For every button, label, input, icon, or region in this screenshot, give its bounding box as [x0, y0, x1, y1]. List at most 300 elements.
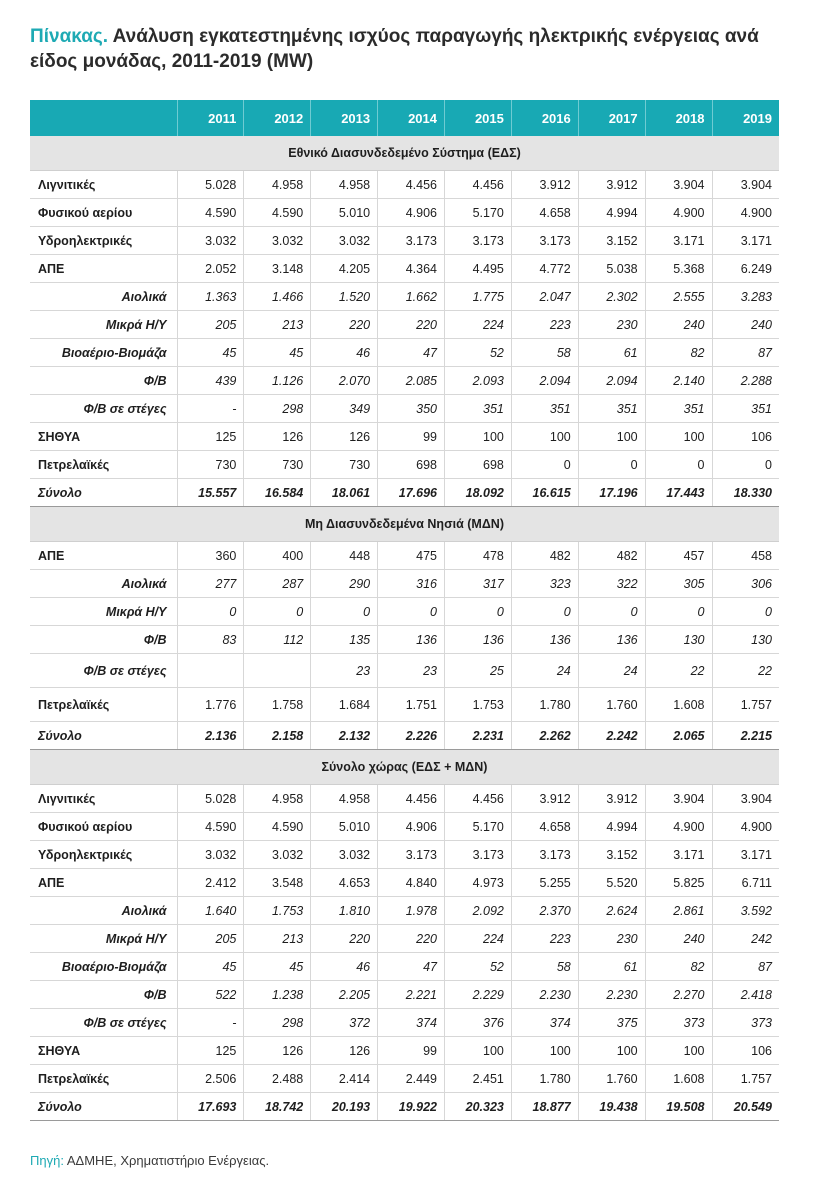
year-header-cell: 2013: [311, 100, 378, 136]
value-cell: 2.215: [712, 722, 779, 750]
row-label: Φ/Β: [30, 367, 177, 395]
value-cell: 1.684: [311, 688, 378, 722]
table-row: [30, 869, 779, 897]
value-cell: 351: [578, 395, 645, 423]
value-cell: [177, 654, 244, 688]
source-label: Πηγή:: [30, 1153, 64, 1168]
value-cell: 126: [311, 1037, 378, 1065]
value-cell: 375: [578, 1009, 645, 1037]
value-cell: 126: [244, 423, 311, 451]
value-cell: 58: [511, 339, 578, 367]
value-cell: 5.170: [445, 813, 512, 841]
section-header-row: [30, 507, 779, 542]
table-row: [30, 570, 779, 598]
value-cell: 0: [578, 598, 645, 626]
value-cell: 1.466: [244, 283, 311, 311]
value-cell: 1.760: [578, 1065, 645, 1093]
value-cell: 1.775: [445, 283, 512, 311]
value-cell: 360: [177, 542, 244, 570]
table-row: [30, 283, 779, 311]
value-cell: 240: [645, 311, 712, 339]
value-cell: 5.010: [311, 813, 378, 841]
value-cell: 351: [712, 395, 779, 423]
value-cell: 4.906: [378, 199, 445, 227]
row-label: Φυσικού αερίου: [30, 199, 177, 227]
value-cell: 52: [445, 339, 512, 367]
year-header-cell: 2015: [445, 100, 512, 136]
year-header-cell: 2016: [511, 100, 578, 136]
value-cell: 19.922: [378, 1093, 445, 1121]
row-label: Βιοαέριο-Βιομάζα: [30, 339, 177, 367]
value-cell: 4.958: [311, 171, 378, 199]
value-cell: 135: [311, 626, 378, 654]
table-row: [30, 654, 779, 688]
value-cell: 3.173: [511, 227, 578, 255]
value-cell: 4.906: [378, 813, 445, 841]
value-cell: 2.555: [645, 283, 712, 311]
row-label: Λιγνιτικές: [30, 785, 177, 813]
value-cell: 439: [177, 367, 244, 395]
value-cell: 6.249: [712, 255, 779, 283]
value-cell: 3.904: [712, 171, 779, 199]
value-cell: 2.230: [578, 981, 645, 1009]
value-cell: 2.132: [311, 722, 378, 750]
value-cell: 2.085: [378, 367, 445, 395]
value-cell: 374: [511, 1009, 578, 1037]
value-cell: 349: [311, 395, 378, 423]
table-row: [30, 925, 779, 953]
value-cell: 3.912: [511, 171, 578, 199]
title-text: Ανάλυση εγκατεστημένης ισχύος παραγωγής ηλεκτρικής ενέργειας ανά είδος μονάδας, 2011-2019 (MW): [30, 26, 759, 72]
value-cell: 1.757: [712, 1065, 779, 1093]
value-cell: 290: [311, 570, 378, 598]
value-cell: 1.751: [378, 688, 445, 722]
value-cell: 298: [244, 395, 311, 423]
value-cell: 2.449: [378, 1065, 445, 1093]
value-cell: 16.584: [244, 479, 311, 507]
value-cell: 400: [244, 542, 311, 570]
value-cell: 3.171: [712, 227, 779, 255]
value-cell: 2.506: [177, 1065, 244, 1093]
total-row: [30, 479, 779, 507]
value-cell: 322: [578, 570, 645, 598]
value-cell: 4.658: [511, 813, 578, 841]
value-cell: 372: [311, 1009, 378, 1037]
title-lead: Πίνακας.: [30, 26, 109, 47]
value-cell: 100: [578, 423, 645, 451]
value-cell: 3.152: [578, 841, 645, 869]
value-cell: 100: [445, 423, 512, 451]
value-cell: 18.330: [712, 479, 779, 507]
value-cell: 20.323: [445, 1093, 512, 1121]
value-cell: 240: [645, 925, 712, 953]
value-cell: 2.226: [378, 722, 445, 750]
value-cell: 1.757: [712, 688, 779, 722]
value-cell: 106: [712, 1037, 779, 1065]
value-cell: 1.238: [244, 981, 311, 1009]
row-label: Σύνολο: [30, 479, 177, 507]
value-cell: 4.900: [645, 813, 712, 841]
value-cell: 3.904: [712, 785, 779, 813]
value-cell: 351: [445, 395, 512, 423]
row-label: Σύνολο: [30, 1093, 177, 1121]
value-cell: 100: [645, 423, 712, 451]
value-cell: 2.052: [177, 255, 244, 283]
row-label: Μικρά Η/Υ: [30, 598, 177, 626]
value-cell: 3.032: [177, 841, 244, 869]
value-cell: 220: [311, 311, 378, 339]
value-cell: 478: [445, 542, 512, 570]
value-cell: 19.508: [645, 1093, 712, 1121]
value-cell: 3.032: [177, 227, 244, 255]
value-cell: 4.456: [378, 171, 445, 199]
total-row: [30, 722, 779, 750]
row-label: Πετρελαϊκές: [30, 1065, 177, 1093]
header-corner-cell: [30, 100, 177, 136]
value-cell: 2.136: [177, 722, 244, 750]
source-note: [30, 1153, 269, 1168]
value-cell: 2.205: [311, 981, 378, 1009]
value-cell: 0: [378, 598, 445, 626]
value-cell: 205: [177, 925, 244, 953]
value-cell: 1.753: [445, 688, 512, 722]
value-cell: 1.780: [511, 688, 578, 722]
value-cell: 0: [177, 598, 244, 626]
value-cell: 2.370: [511, 897, 578, 925]
value-cell: 4.958: [311, 785, 378, 813]
value-cell: 2.229: [445, 981, 512, 1009]
value-cell: 3.904: [645, 171, 712, 199]
value-cell: 99: [378, 423, 445, 451]
value-cell: 0: [578, 451, 645, 479]
value-cell: 5.825: [645, 869, 712, 897]
value-cell: 5.170: [445, 199, 512, 227]
row-label: Αιολικά: [30, 283, 177, 311]
table-row: [30, 339, 779, 367]
year-header-cell: 2019: [712, 100, 779, 136]
value-cell: 2.488: [244, 1065, 311, 1093]
value-cell: 2.047: [511, 283, 578, 311]
value-cell: [244, 654, 311, 688]
row-label: ΣΗΘΥΑ: [30, 1037, 177, 1065]
table-row: [30, 451, 779, 479]
value-cell: 1.608: [645, 1065, 712, 1093]
value-cell: 1.753: [244, 897, 311, 925]
value-cell: 0: [311, 598, 378, 626]
table-row: [30, 626, 779, 654]
value-cell: 2.158: [244, 722, 311, 750]
value-cell: 23: [311, 654, 378, 688]
value-cell: 482: [511, 542, 578, 570]
value-cell: 5.368: [645, 255, 712, 283]
value-cell: 0: [511, 598, 578, 626]
value-cell: 220: [378, 925, 445, 953]
value-cell: 3.173: [511, 841, 578, 869]
value-cell: 22: [712, 654, 779, 688]
value-cell: 1.978: [378, 897, 445, 925]
value-cell: 100: [645, 1037, 712, 1065]
row-label: Μικρά Η/Υ: [30, 311, 177, 339]
table-row: [30, 897, 779, 925]
section-title: Μη Διασυνδεδεμένα Νησιά (ΜΔΝ): [30, 507, 779, 542]
value-cell: 4.994: [578, 199, 645, 227]
value-cell: 125: [177, 1037, 244, 1065]
value-cell: 3.032: [311, 841, 378, 869]
value-cell: 136: [511, 626, 578, 654]
value-cell: 1.776: [177, 688, 244, 722]
row-label: Αιολικά: [30, 897, 177, 925]
value-cell: 5.028: [177, 171, 244, 199]
value-cell: 45: [244, 339, 311, 367]
year-header-cell: 2014: [378, 100, 445, 136]
value-cell: 2.094: [578, 367, 645, 395]
section-header-row: [30, 750, 779, 785]
value-cell: 220: [311, 925, 378, 953]
value-cell: 25: [445, 654, 512, 688]
row-label: Υδροηλεκτρικές: [30, 841, 177, 869]
value-cell: 1.608: [645, 688, 712, 722]
table-row: [30, 255, 779, 283]
value-cell: 45: [244, 953, 311, 981]
value-cell: 112: [244, 626, 311, 654]
value-cell: 277: [177, 570, 244, 598]
value-cell: 5.028: [177, 785, 244, 813]
value-cell: 4.590: [244, 199, 311, 227]
row-label: Φ/Β: [30, 626, 177, 654]
value-cell: 4.973: [445, 869, 512, 897]
value-cell: 5.255: [511, 869, 578, 897]
value-cell: 0: [511, 451, 578, 479]
row-label: Φ/Β σε στέγες: [30, 1009, 177, 1037]
value-cell: 1.363: [177, 283, 244, 311]
value-cell: 99: [378, 1037, 445, 1065]
value-cell: 47: [378, 953, 445, 981]
value-cell: 2.242: [578, 722, 645, 750]
value-cell: 475: [378, 542, 445, 570]
value-cell: 45: [177, 953, 244, 981]
value-cell: 87: [712, 953, 779, 981]
value-cell: 17.696: [378, 479, 445, 507]
value-cell: 24: [578, 654, 645, 688]
value-cell: 698: [445, 451, 512, 479]
value-cell: 58: [511, 953, 578, 981]
value-cell: -: [177, 395, 244, 423]
row-label: Βιοαέριο-Βιομάζα: [30, 953, 177, 981]
table-row: [30, 227, 779, 255]
value-cell: 18.877: [511, 1093, 578, 1121]
value-cell: 18.092: [445, 479, 512, 507]
value-cell: 3.173: [378, 227, 445, 255]
value-cell: 4.456: [445, 785, 512, 813]
value-cell: 0: [712, 598, 779, 626]
value-cell: 125: [177, 423, 244, 451]
value-cell: 3.548: [244, 869, 311, 897]
value-cell: 698: [378, 451, 445, 479]
value-cell: 22: [645, 654, 712, 688]
value-cell: 2.231: [445, 722, 512, 750]
value-cell: 287: [244, 570, 311, 598]
row-label: Μικρά Η/Υ: [30, 925, 177, 953]
table-row: [30, 598, 779, 626]
table-row: [30, 1009, 779, 1037]
value-cell: 4.958: [244, 171, 311, 199]
value-cell: 82: [645, 339, 712, 367]
value-cell: 136: [378, 626, 445, 654]
value-cell: 87: [712, 339, 779, 367]
value-cell: 223: [511, 311, 578, 339]
row-label: Αιολικά: [30, 570, 177, 598]
value-cell: 3.592: [712, 897, 779, 925]
value-cell: 351: [645, 395, 712, 423]
table-row: [30, 311, 779, 339]
value-cell: 0: [645, 451, 712, 479]
capacity-table: [30, 100, 779, 1121]
table-body: [30, 136, 779, 1121]
value-cell: 240: [712, 311, 779, 339]
table-row: [30, 785, 779, 813]
value-cell: 0: [645, 598, 712, 626]
value-cell: 4.205: [311, 255, 378, 283]
value-cell: 220: [378, 311, 445, 339]
value-cell: 18.061: [311, 479, 378, 507]
value-cell: 373: [712, 1009, 779, 1037]
row-label: Υδροηλεκτρικές: [30, 227, 177, 255]
value-cell: 3.173: [445, 227, 512, 255]
row-label: Φ/Β σε στέγες: [30, 395, 177, 423]
row-label: ΣΗΘΥΑ: [30, 423, 177, 451]
value-cell: 47: [378, 339, 445, 367]
value-cell: 230: [578, 925, 645, 953]
value-cell: 350: [378, 395, 445, 423]
table-row: [30, 199, 779, 227]
value-cell: 46: [311, 953, 378, 981]
value-cell: 19.438: [578, 1093, 645, 1121]
value-cell: 1.780: [511, 1065, 578, 1093]
value-cell: 2.092: [445, 897, 512, 925]
value-cell: 136: [578, 626, 645, 654]
value-cell: 4.590: [244, 813, 311, 841]
row-label: ΑΠΕ: [30, 542, 177, 570]
value-cell: 4.900: [712, 199, 779, 227]
value-cell: 224: [445, 925, 512, 953]
value-cell: 2.861: [645, 897, 712, 925]
value-cell: 4.994: [578, 813, 645, 841]
table-row: [30, 423, 779, 451]
row-label: Φυσικού αερίου: [30, 813, 177, 841]
value-cell: 100: [511, 1037, 578, 1065]
value-cell: 213: [244, 311, 311, 339]
value-cell: 4.772: [511, 255, 578, 283]
value-cell: 298: [244, 1009, 311, 1037]
value-cell: 3.171: [645, 227, 712, 255]
value-cell: 3.912: [578, 171, 645, 199]
value-cell: 3.032: [311, 227, 378, 255]
value-cell: 82: [645, 953, 712, 981]
value-cell: 376: [445, 1009, 512, 1037]
section-header-row: [30, 136, 779, 171]
value-cell: 2.221: [378, 981, 445, 1009]
table-row: [30, 981, 779, 1009]
value-cell: 20.549: [712, 1093, 779, 1121]
value-cell: 4.958: [244, 785, 311, 813]
value-cell: 6.711: [712, 869, 779, 897]
row-label: Φ/Β: [30, 981, 177, 1009]
value-cell: 1.662: [378, 283, 445, 311]
value-cell: 61: [578, 339, 645, 367]
value-cell: 2.302: [578, 283, 645, 311]
value-cell: 3.032: [244, 227, 311, 255]
value-cell: 3.152: [578, 227, 645, 255]
value-cell: 730: [177, 451, 244, 479]
value-cell: 1.760: [578, 688, 645, 722]
value-cell: 100: [578, 1037, 645, 1065]
value-cell: 305: [645, 570, 712, 598]
value-cell: 2.451: [445, 1065, 512, 1093]
total-row: [30, 1093, 779, 1121]
value-cell: 52: [445, 953, 512, 981]
value-cell: 373: [645, 1009, 712, 1037]
value-cell: 23: [378, 654, 445, 688]
value-cell: 1.758: [244, 688, 311, 722]
value-cell: 5.520: [578, 869, 645, 897]
value-cell: 4.456: [378, 785, 445, 813]
table-header-row: [30, 100, 779, 136]
value-cell: 2.270: [645, 981, 712, 1009]
capacity-table-container: [30, 100, 779, 1121]
value-cell: 0: [712, 451, 779, 479]
year-header-cell: 2017: [578, 100, 645, 136]
value-cell: 0: [445, 598, 512, 626]
value-cell: 2.624: [578, 897, 645, 925]
value-cell: 45: [177, 339, 244, 367]
value-cell: 351: [511, 395, 578, 423]
year-header-cell: 2018: [645, 100, 712, 136]
value-cell: 17.443: [645, 479, 712, 507]
value-cell: 3.032: [244, 841, 311, 869]
value-cell: 2.418: [712, 981, 779, 1009]
value-cell: 730: [311, 451, 378, 479]
value-cell: 2.262: [511, 722, 578, 750]
value-cell: 4.900: [712, 813, 779, 841]
value-cell: 4.900: [645, 199, 712, 227]
value-cell: 136: [445, 626, 512, 654]
table-row: [30, 542, 779, 570]
value-cell: 230: [578, 311, 645, 339]
value-cell: 458: [712, 542, 779, 570]
value-cell: 24: [511, 654, 578, 688]
value-cell: 3.283: [712, 283, 779, 311]
value-cell: 2.230: [511, 981, 578, 1009]
value-cell: 3.173: [445, 841, 512, 869]
value-cell: 1.126: [244, 367, 311, 395]
value-cell: 3.171: [645, 841, 712, 869]
value-cell: 213: [244, 925, 311, 953]
value-cell: 4.456: [445, 171, 512, 199]
year-header-cell: 2012: [244, 100, 311, 136]
value-cell: 3.904: [645, 785, 712, 813]
value-cell: 316: [378, 570, 445, 598]
value-cell: 374: [378, 1009, 445, 1037]
value-cell: 126: [311, 423, 378, 451]
table-row: [30, 1065, 779, 1093]
value-cell: 15.557: [177, 479, 244, 507]
value-cell: 126: [244, 1037, 311, 1065]
value-cell: 83: [177, 626, 244, 654]
value-cell: 522: [177, 981, 244, 1009]
value-cell: 317: [445, 570, 512, 598]
value-cell: 1.640: [177, 897, 244, 925]
value-cell: 4.590: [177, 199, 244, 227]
